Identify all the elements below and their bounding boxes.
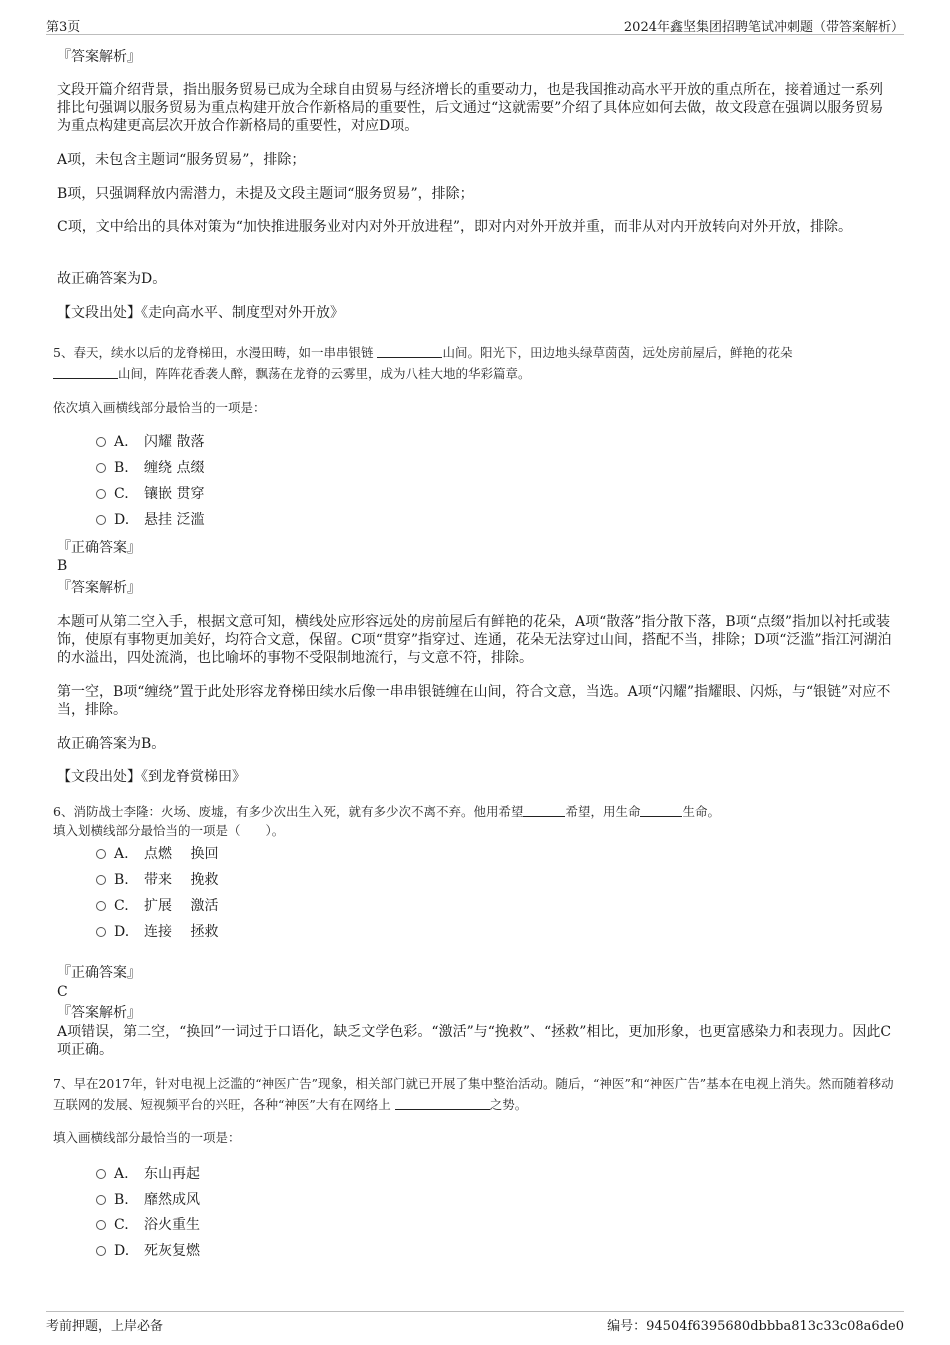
q4-analysis-paragraph: 文段开篇介绍背景，指出服务贸易已成为全球自由贸易与经济增长的重要动力，也是我国推动高水平开放的重点所在，接着通过一系列排比句强调以服务贸易为重点构建开放合作新格局的重要性，后文通过“这就需要”介绍了具体应如何去做，故文段意在强调以服务贸易为重点构建更高层次开放合作新格局的重要性，对应D项。 xyxy=(57,82,884,134)
q5-correct-label: 『正确答案』 xyxy=(57,540,141,556)
radio-icon[interactable] xyxy=(96,437,106,447)
q6-correct-answer: C xyxy=(57,984,68,1000)
q6-stem-part1: 6、消防战士李隆：火场、废墟，有多少次出生入死，就有多少次不离不弃。他用希望 xyxy=(53,804,524,819)
radio-icon[interactable] xyxy=(96,901,106,911)
q7-prompt: 填入画横线部分最恰当的一项是： xyxy=(53,1130,241,1145)
q6-stem xyxy=(53,801,896,822)
q6-correct-label: 『正确答案』 xyxy=(57,965,141,981)
q6-stem-part3: 生命。 xyxy=(682,804,720,819)
q5-analysis-paragraph-1: 本题可从第二空入手，根据文意可知，横线处应形容远处的房前屋后有鲜艳的花朵，A项“散落”指分散下落，B项“点缀”指加以衬托或装饰，使原有事物更加美好，均符合文意，保留。C项“贯穿”指穿过、连通，花朵无法穿过山间，搭配不当，排除；D项“泛滥”指江河湖泊的水溢出，四处流淌，也比喻坏的事物不受限制地流行，与文意不符，排除。 xyxy=(57,614,892,666)
radio-icon[interactable] xyxy=(96,463,106,473)
q6-stem-part2: 希望，用生命 xyxy=(565,804,641,819)
q6-analysis-paragraph: A项错误，第二空，“换回”一词过于口语化，缺乏文学色彩。“激活”与“挽救”、“拯救”相比，更加形象，也更富感染力和表现力。因此C项正确。 xyxy=(57,1024,892,1058)
q7-blank xyxy=(395,1097,490,1110)
q7-option-d[interactable]: D. 死灰复燃 xyxy=(96,1242,200,1260)
document-id: 编号：94504f6395680dbbba813c33c08a6de0 xyxy=(607,1319,904,1334)
q7-option-c[interactable]: C. 浴火重生 xyxy=(96,1216,200,1234)
q6-analysis-label: 『答案解析』 xyxy=(57,1005,141,1021)
q7-option-b[interactable]: B. 靡然成风 xyxy=(96,1191,200,1209)
q5-conclusion: 故正确答案为B。 xyxy=(57,736,166,752)
q5-option-b[interactable]: B. 缠绕 点缀 xyxy=(96,459,204,477)
q6-option-d[interactable]: D. 连接 拯救 xyxy=(96,923,218,941)
q4-source: 【文段出处】《走向高水平、制度型对外开放》 xyxy=(57,305,344,321)
radio-icon[interactable] xyxy=(96,1246,106,1256)
q6-option-b[interactable]: B. 带来 挽救 xyxy=(96,871,218,889)
q5-analysis-paragraph-2: 第一空，B项“缠绕”置于此处形容龙脊梯田续水后像一串串银链缠在山间，符合文意，当选。A项“闪耀”指耀眼、闪烁，与“银链”对应不当，排除。 xyxy=(57,684,891,718)
radio-icon[interactable] xyxy=(96,927,106,937)
q4-analysis-option-a: A项，未包含主题词“服务贸易”，排除； xyxy=(57,152,306,168)
radio-icon[interactable] xyxy=(96,1169,106,1179)
q5-prompt: 依次填入画横线部分最恰当的一项是： xyxy=(53,400,266,415)
q4-analysis-label: 『答案解析』 xyxy=(57,49,141,65)
q7-stem xyxy=(53,1073,896,1115)
q5-stem-part2: 山间。阳光下，田边地头绿草茵茵，远处房前屋后，鲜艳的花朵 xyxy=(442,345,793,360)
q6-blank-1 xyxy=(523,804,565,817)
q4-conclusion: 故正确答案为D。 xyxy=(57,271,167,287)
q5-option-c[interactable]: C. 镶嵌 贯穿 xyxy=(96,485,204,503)
radio-icon[interactable] xyxy=(96,849,106,859)
q6-option-a[interactable]: A. 点燃 换回 xyxy=(96,845,218,863)
q4-analysis-option-b: B项，只强调释放内需潜力，未提及文段主题词“服务贸易”，排除； xyxy=(57,186,474,202)
page-number: 第3页 xyxy=(46,20,81,35)
q6-prompt: 填入划横线部分最恰当的一项是（ ）。 xyxy=(53,823,285,838)
q6-blank-2 xyxy=(640,804,682,817)
page-header xyxy=(46,14,904,35)
q6-option-c[interactable]: C. 扩展 激活 xyxy=(96,897,218,915)
q4-analysis-option-c: C项，文中给出的具体对策为“加快推进服务业对内对外开放进程”，即对内对外开放并重，而非从对内开放转向对外开放，排除。 xyxy=(57,219,853,235)
q7-stem-part2: 之势。 xyxy=(489,1097,528,1112)
q5-option-a[interactable]: A. 闪耀 散落 xyxy=(96,433,204,451)
page-footer xyxy=(46,1311,904,1334)
q5-stem-part3: 山间，阵阵花香袭人醉，飘荡在龙脊的云雾里，成为八桂大地的华彩篇章。 xyxy=(118,366,531,381)
q7-stem-part1: 7、早在2017年，针对电视上泛滥的“神医广告”现象，相关部门就已开展了集中整治活动。随后，“神医”和“神医广告”基本在电视上消失。然而随着移动互联网的发展、短视频平台的兴旺，各种“神医”大有在网络上 xyxy=(53,1076,894,1112)
q5-blank-1 xyxy=(377,345,442,358)
radio-icon[interactable] xyxy=(96,1195,106,1205)
q5-blank-2 xyxy=(53,366,118,379)
footer-slogan: 考前押题，上岸必备 xyxy=(46,1319,164,1334)
q5-correct-answer: B xyxy=(57,558,68,574)
radio-icon[interactable] xyxy=(96,489,106,499)
radio-icon[interactable] xyxy=(96,1220,106,1230)
radio-icon[interactable] xyxy=(96,875,106,885)
q5-analysis-label: 『答案解析』 xyxy=(57,580,141,596)
q5-stem-part1: 5、春天，续水以后的龙脊梯田，水漫田畴，如一串串银链 xyxy=(53,345,374,360)
q5-source: 【文段出处】《到龙脊赏梯田》 xyxy=(57,769,246,785)
radio-icon[interactable] xyxy=(96,515,106,525)
q5-option-d[interactable]: D. 悬挂 泛滥 xyxy=(96,511,204,529)
document-title: 2024年鑫坚集团招聘笔试冲刺题（带答案解析） xyxy=(623,20,904,35)
q7-option-a[interactable]: A. 东山再起 xyxy=(96,1165,200,1183)
q5-stem xyxy=(53,342,896,384)
